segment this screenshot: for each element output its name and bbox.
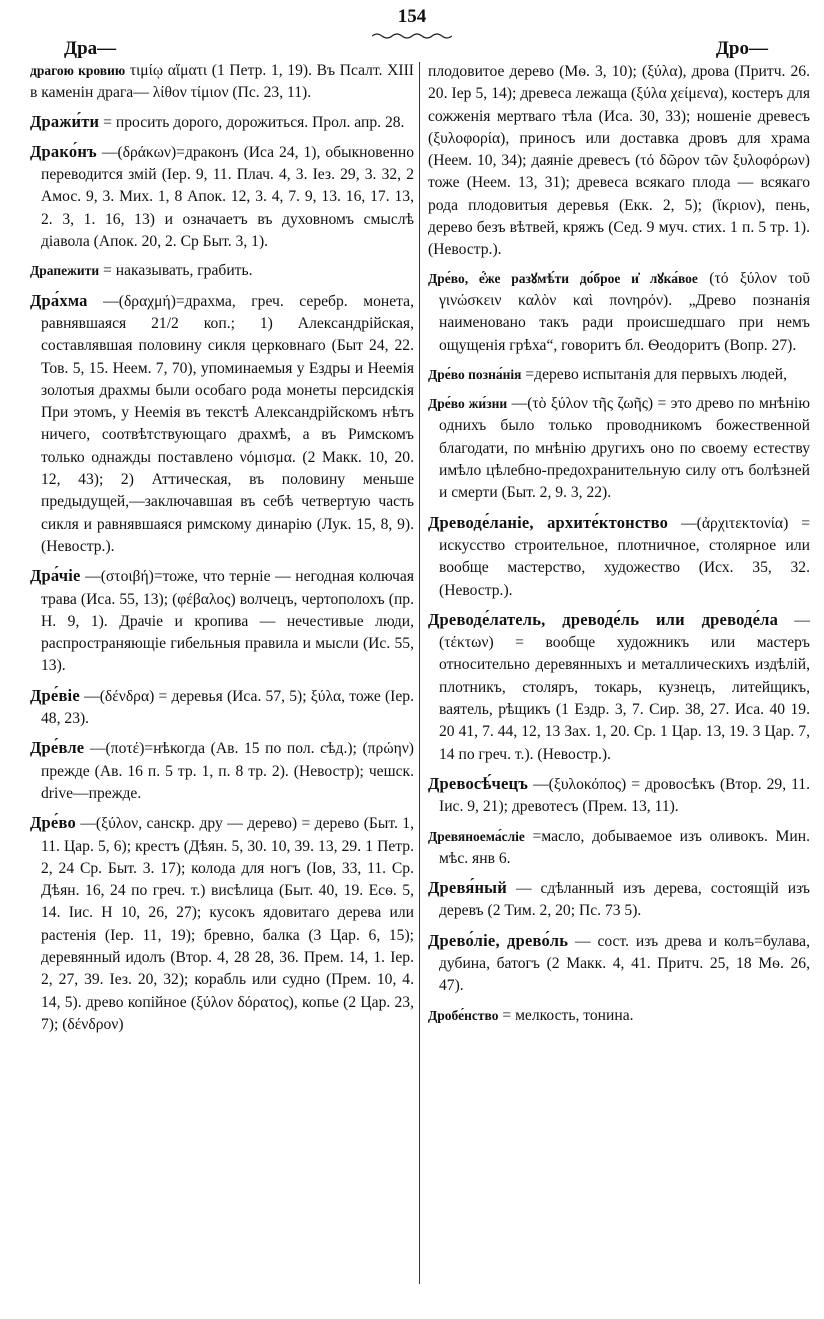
entry-headword: Древоде́латель, древоде́ль или древоде́ла (428, 609, 779, 629)
entry-text: —(δραχμή)=драхма, греч. серебр. монета, равнявшаяся 21/2 коп.; 1) Александрійская, составлявшая половину сикля церковнаго (Быт 24, 22. Тов. 5, 15. Неем. 7, 70), упоминаемыя у Ездры и Неемія золотыя драхмы были особаго рода монеты персидскія При этомъ, у Неемія въ текстѣ Александрійскомъ нѣтъ ничего, соотвѣтствующаго драхмѣ, а въ Римскомъ только однажды поставлено νόμισμα. (2 Макк. 10, 20. 12, 43); 2) Аттическая, въ половину меньше предыдущей,—заключавшая въ себѣ четвертую часть сикля и равнявшаяся римскому динарію (Лук. 15, 8, 9). (Невостр.). (41, 292, 414, 555)
entry-text: — сост. изъ древа и колъ=булава, дубина, батогъ (2 Макк. 4, 41. Притч. 25, 18 Мѳ. 26, 47). (439, 932, 810, 995)
entry-text: —(ποτέ)=нѣкогда (Ав. 15 по пол. сѣд.); (πρώην) прежде (Ав. 16 п. 5 тр. 1, п. 8 тр. 2). (Невостр); чешск. drive—прежде. (41, 740, 414, 802)
dictionary-entry (428, 268, 810, 357)
page-number: 154 (397, 6, 427, 27)
dictionary-entry (30, 290, 414, 559)
entry-headword: Драко́нъ (30, 141, 97, 161)
left-column (30, 60, 414, 1038)
entry-headword: Древо́ліе, древо́ль (428, 930, 569, 950)
entry-text: = мелкость, тонина. (502, 1006, 634, 1024)
entry-headword: Дре́вле (30, 738, 85, 758)
right-column (428, 60, 810, 1029)
entry-text: —(ξύλον, санскр. дру — дерево) = дерево (Быт. 1, 11. Цар. 5, 6); крестъ (Дѣян. 5, 30. 10, 39. 13, 29. 1 Петр. 2, 24 Ср. Быт. 3. 17); колода для ногъ (Іов, 33, 11. Ср. Дѣян. 16, 24 по греч. т.) висѣлица (Быт. 40, 19. Есѳ. 5, 14. Іис. Н 10, 26, 27); кусокъ ядовитаго дерева или растенія (Іер. 11, 19); бревно, балка (3 Цар. 6, 15); деревянный идолъ (Втор. 4, 28 28, 36. Прем. 14, 1. Іер. 2, 27, 39. Іез. 20, 32); корабль или судно (Прем. 10, 4. 14, 5). древо копійное (ξύλον δόρατος), копье (2 Цар. 23, 7); (δένδρον) (41, 815, 414, 1033)
entry-headword: Дре́во жи́зни (428, 396, 508, 412)
dictionary-entry (30, 812, 414, 1036)
dictionary-entry (428, 609, 810, 766)
entry-text: —(τέκτων) = вообще художникъ или мастеръ относительно деревянныхъ и металлическихъ издѣлій, плотникъ, столяръ, токарь, кузнецъ, литейщикъ, ваятель, рѣщикъ (1 Ездр. 3, 7. Сир. 38, 27. Иса. 40 19. 20 41, 7. 44, 12, 13 Зах. 1, 20. Ср. 1 Цар. 13, 19. 3 Цар. 7, 14 по греч. т.). (Невостр.). (439, 611, 810, 763)
entry-headword: Дре́во (30, 813, 76, 833)
entry-text: — сдѣланный изъ дерева, состоящій изъ деревъ (2 Тим. 2, 20; Пс. 73 5). (439, 880, 810, 920)
entry-headword: Древосѣ́чецъ (428, 773, 529, 793)
entry-headword: Дра́хма (30, 290, 88, 310)
entry-headword: Дра́чіе (30, 566, 81, 586)
ornamental-rule (372, 32, 452, 40)
entry-headword: Древоде́ланіе, архите́ктонство (428, 512, 669, 532)
entry-headword: Древя́ный (428, 878, 507, 898)
entry-headword: Дробе́нство (428, 1007, 499, 1023)
dictionary-entry (428, 512, 810, 602)
entry-text: плодовитое дерево (Мѳ. 3, 10); (ξύλα), дрова (Притч. 26. 20. Іер 5, 14); древеса лежаща (ξύλα χείμενα), костеръ для сожженія мертваго тѣла (Иса. 30, 33); ношеніе древесъ (ξυλοφορία), приносъ или доставка дровъ для храма (Неем. 10, 34); даяніе древесъ (τό δῶρον τῶν ξυλοφόρων) тоже (Неем. 13, 31); древеса всякаго плода — всякаго рода плодовитыя деревья (Екк. 2, 5); (ἴκριον), пень, дерево безъ вѣтвей, кряжъ (Сед. 9 муч. стих. 1 п. 5 тр. 1). (Невостр.). (428, 63, 810, 259)
entry-text: —(τὸ ξύλον τῆς ζωῆς) = это древо по мнѣнію однихъ было только проводникомъ божественной благодати, по мнѣнію другихъ оно по своему естеству имѣло цѣлебно-предохранительную силу отъ болѣзней и смерти (Быт. 2, 9. 3, 22). (439, 395, 810, 502)
entry-text: =дерево испытанія для первыхъ людей, (525, 365, 788, 383)
column-divider (419, 62, 420, 1284)
dictionary-entry (428, 60, 810, 262)
dictionary-entry (30, 111, 414, 134)
guide-word-left: Дра— (64, 38, 117, 59)
entry-text: —(δράκων)=драконъ (Иса 24, 1), обыкновенно переводится змій (Іер. 9, 11. Плач. 4, 3. Іез. 29, 3. 32, 2 Амос. 9, 3. Мих. 1, 8 Апок. 12, 3. 4, 7. 9, 13. 16, 17. 13, 2. 3, 1. 16, 13) и означаетъ въ духовномъ смыслѣ діавола (Апок. 20, 2. Ср Быт. 3, 1). (41, 143, 414, 251)
guide-word-right: Дро— (715, 38, 768, 59)
dictionary-entry (30, 260, 414, 282)
dictionary-entry (428, 393, 810, 504)
entry-text: —(στοιβή)=тоже, что терніе — негодная колючая трава (Иса. 55, 13); (φέβαλος) волчецъ, чертополохъ (пр. Н. 9, 1). Драчіе и кропива — нечестивые люди, распространяющіе гибельныя правила и мысли (Ис. 55, 13). (41, 568, 414, 675)
dictionary-entry (428, 930, 810, 998)
entry-text: = наказывать, грабить. (103, 262, 253, 280)
entry-headword: Древяноема́сліе (428, 828, 525, 844)
entry-text: —(ξυλοκόπος) = дровосѣкъ (Втор. 29, 11. Іис. 9, 21); древотесъ (Прем. 13, 11). (439, 775, 810, 816)
dictionary-entry (30, 141, 414, 253)
entry-headword: Дре́во, е҆́же разꙋмѣ́ти до́брое и҆ лꙋка́вое (428, 270, 698, 286)
entry-headword: Дражи́ти (30, 111, 100, 131)
dictionary-entry (428, 364, 810, 386)
dictionary-entry (428, 773, 810, 819)
entry-text: τιμίῳ αἵματι (1 Петр. 1, 19). Въ Псалт. XIII в каменін драга— λίθον τίμιον (Пс. 23, 11). (30, 62, 414, 102)
entry-text: —(ἀρχιτεκτονία) = искусство строительное, плотничное, столярное или вообще мастерство, художество (Исх. 35, 32. (Невостр.). (439, 514, 810, 599)
entry-headword: драгою кровию (30, 63, 126, 78)
dictionary-entry (30, 737, 414, 805)
dictionary-entry (30, 685, 414, 731)
dictionary-entry (428, 826, 810, 871)
dictionary-entry (428, 1005, 810, 1027)
entry-text: (τό ξύλον τοῦ γινώσκειν καλὸν καὶ πονηρόν). „Древо познанія наименовано такъ ради происшедшаго при немъ ощущенія грѣха“, говоритъ бл. Ѳеодоритъ (Вопр. 27). (439, 269, 810, 354)
entry-headword: Драпежити (30, 263, 100, 279)
dictionary-entry (30, 565, 414, 677)
entry-headword: Дре́віе (30, 685, 80, 705)
entry-headword: Дре́во позна́нія (428, 366, 522, 382)
dictionary-entry (30, 60, 414, 105)
entry-text: =масло, добываемое изъ оливокъ. Мин. мѣс. янв 6. (439, 827, 810, 867)
entry-text: —(δένδρα) = деревья (Иса. 57, 5); ξύλα, тоже (Іер. 48, 23). (41, 687, 414, 728)
dictionary-entry (428, 877, 810, 923)
entry-text: = просить дорого, дорожиться. Прол. апр. 28. (103, 113, 405, 131)
